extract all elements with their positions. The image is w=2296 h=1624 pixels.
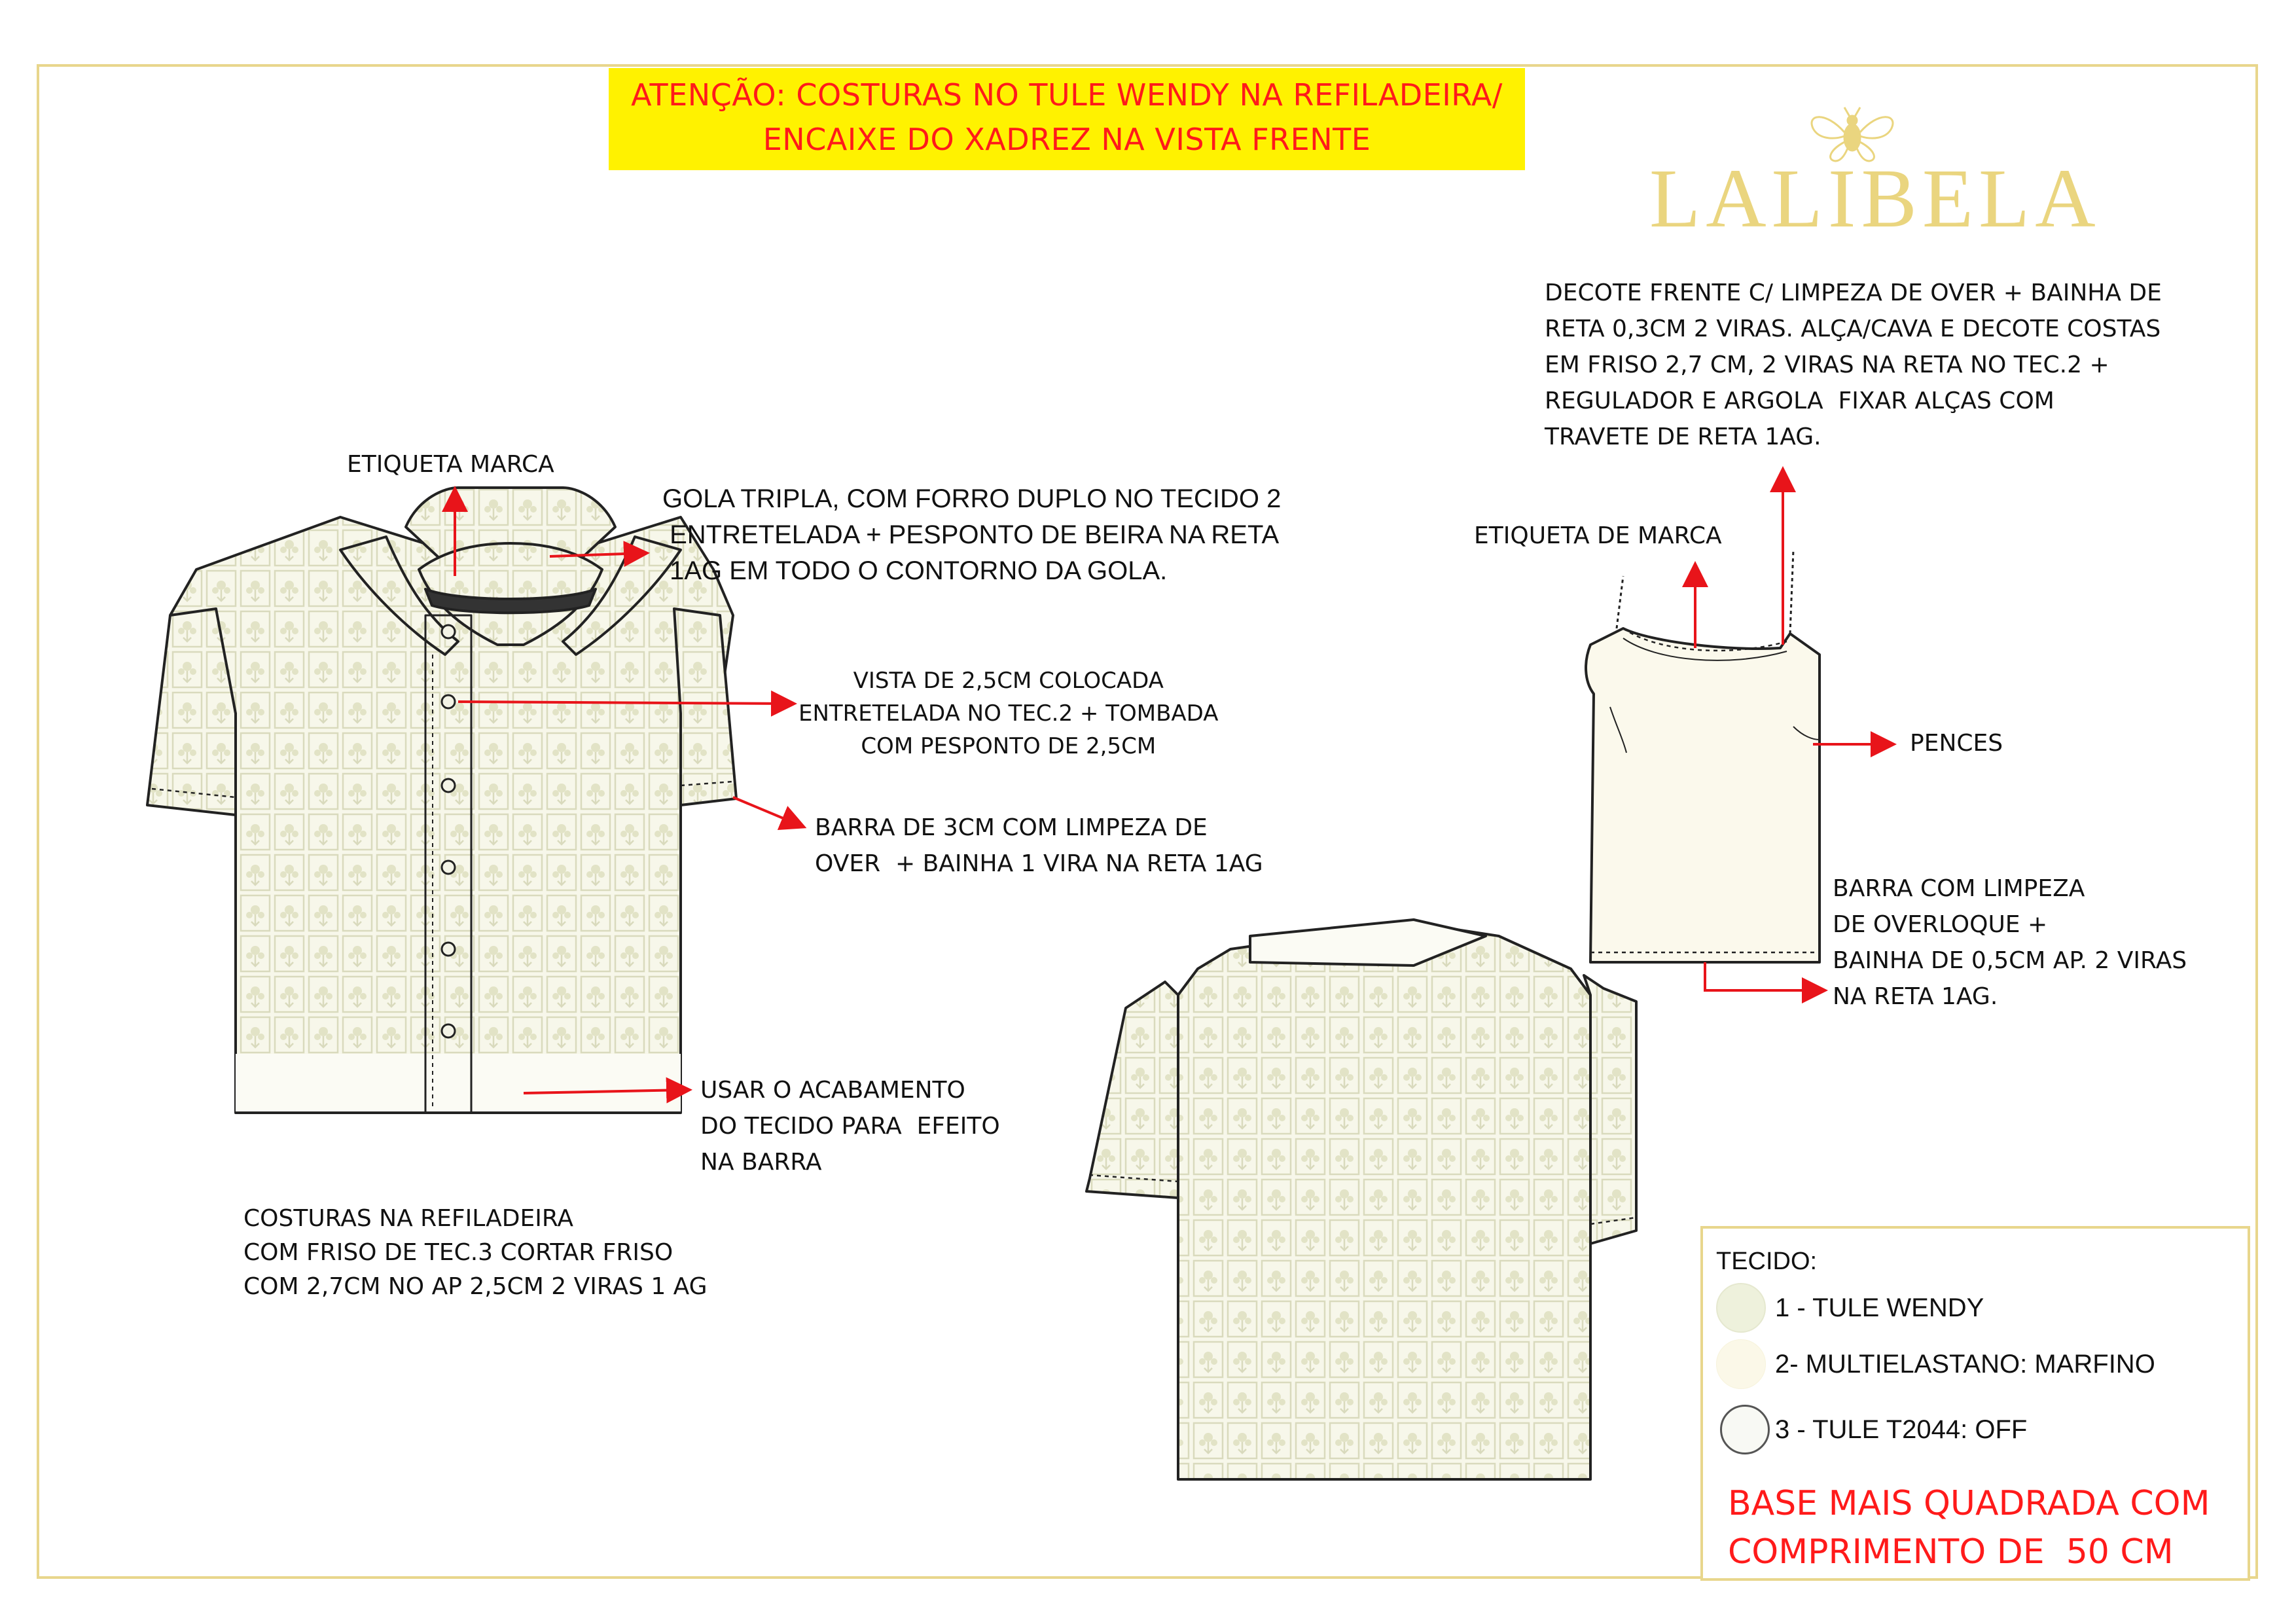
camisole-drawing [1586,550,1820,962]
shirt-back-right-sleeve [1584,975,1636,1244]
note-costuras: COSTURAS NA REFILADEIRA COM FRISO DE TEC.3 CORTAR FRISO COM 2,7CM NO AP 2,5CM 2 VIRAS 1 AG [243,1205,708,1300]
camisole-body [1586,628,1820,962]
shirt-front-hem-band [236,1054,681,1113]
camisole-left-strap [1617,576,1623,628]
note-etiqueta-top: ETIQUETA DE MARCA [1474,522,1722,549]
shirt-back-drawing [1086,920,1636,1479]
legend-title: TECIDO: [1716,1248,1818,1275]
note-vista: VISTA DE 2,5CM COLOCADA ENTRETELADA NO TEC.2 + TOMBADA COM PESPONTO DE 2,5CM [798,668,1219,759]
note-etiqueta-marca: ETIQUETA MARCA [347,451,554,478]
note-decote: DECOTE FRENTE C/ LIMPEZA DE OVER + BAINHA DE RETA 0,3CM 2 VIRAS. ALÇA/CAVA E DECOTE COSTAS EM FRISO 2,7 CM, 2 VIRAS NA RETA NO TEC.2 + REGULADOR E ARGOLA FIXAR ALÇAS COM TRAVETE DE RETA 1AG. [1545,280,2162,450]
camisole-right-strap [1790,550,1793,634]
swatch-tule-t2044 [1720,1405,1770,1454]
arrow-barra-top [1705,962,1823,990]
base-note: BASE MAIS QUADRADA COM COMPRIMENTO DE 50 CM [1728,1484,2210,1572]
shirt-back-left-sleeve [1086,982,1178,1198]
warning-line-1: ATENÇÃO: COSTURAS NO TULE WENDY NA REFILADEIRA/ [631,77,1503,113]
note-gola: GOLA TRIPLA, COM FORRO DUPLO NO TECIDO 2 ENTRETELADA + PESPONTO DE BEIRA NA RETA 1AG EM TODO O CONTORNO DA GOLA. [662,484,1282,585]
note-acabamento: USAR O ACABAMENTO DO TECIDO PARA EFEITO NA BARRA [700,1077,1000,1176]
legend-item-1: 1 - TULE WENDY [1775,1293,1984,1322]
legend-item-2: 2- MULTIELASTANO: MARFINO [1775,1350,2155,1379]
note-pences: PENCES [1910,730,2003,757]
note-barra-manga: BARRA DE 3CM COM LIMPEZA DE OVER + BAINHA 1 VIRA NA RETA 1AG [815,814,1263,877]
note-barra-top: BARRA COM LIMPEZA DE OVERLOQUE + BAINHA DE 0,5CM AP. 2 VIRAS NA RETA 1AG. [1833,875,2187,1010]
warning-line-2: ENCAIXE DO XADREZ NA VISTA FRENTE [762,122,1371,157]
swatch-multielastano [1716,1339,1766,1389]
shirt-front-left-sleeve [147,609,236,815]
shirt-back-body [1178,923,1590,1479]
swatch-tule-wendy [1716,1283,1766,1333]
brand-name: LALIBELA [1649,152,2101,245]
legend-item-3: 3 - TULE T2044: OFF [1775,1415,2028,1444]
shirt-front-drawing [147,488,736,1113]
arrow-barra-manga [733,797,802,826]
